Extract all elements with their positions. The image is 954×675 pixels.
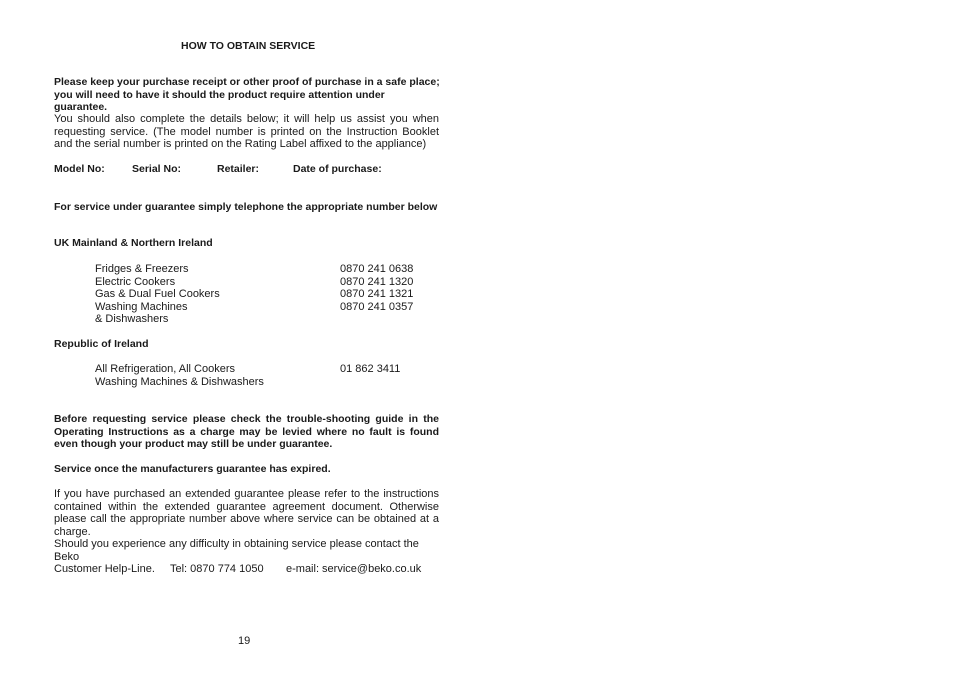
helpline-line-1: Should you experience any difficulty in obtaining service please contact the Beko xyxy=(54,538,419,563)
phone-number: 0870 241 1321 xyxy=(340,288,414,300)
list-item xyxy=(54,276,440,289)
purchase-date-field: Date of purchase: xyxy=(293,163,382,175)
guarantee-instruction: For service under guarantee simply telephone the appropriate number below xyxy=(54,201,438,213)
receipt-notice xyxy=(54,76,440,114)
phone-number: 01 862 3411 xyxy=(340,363,401,375)
details-paragraph: You should also complete the details below; it will help us assist you when requesting service. (The model number is printed on the Instruction Booklet and the serial number is printed on the Rating Label affixed to the appliance) xyxy=(54,113,439,150)
page-title: HOW TO OBTAIN SERVICE xyxy=(181,40,316,52)
service-name: Fridges & Freezers xyxy=(95,263,189,275)
list-item xyxy=(54,376,440,389)
receipt-notice-line-1: Please keep your purchase receipt or other proof of purchase in a safe place; xyxy=(54,76,440,88)
list-item xyxy=(54,288,440,301)
helpline-paragraph xyxy=(54,538,440,576)
list-item xyxy=(54,301,440,314)
service-name: All Refrigeration, All Cookers xyxy=(95,363,236,375)
troubleshooting-notice: Before requesting service please check the trouble-shooting guide in the Operating Instructions as a charge may be levied where no fault is found even though your product may still be under guarantee. xyxy=(54,413,439,450)
purchase-fields xyxy=(54,163,440,176)
model-number-field: Model No: xyxy=(54,163,105,175)
phone-number: 0870 241 0638 xyxy=(340,263,414,275)
service-name: Washing Machines xyxy=(95,300,188,313)
list-item xyxy=(54,263,440,276)
expired-guarantee-heading: Service once the manufacturers guarantee has expired. xyxy=(54,463,331,475)
list-item xyxy=(54,313,440,326)
helpline-email: e-mail: service@beko.co.uk xyxy=(286,563,422,575)
roi-contact-list xyxy=(54,363,440,388)
service-name: Electric Cookers xyxy=(95,275,176,288)
service-name: Washing Machines & Dishwashers xyxy=(95,375,264,388)
phone-number: 0870 241 1320 xyxy=(340,275,414,288)
extended-guarantee-paragraph: If you have purchased an extended guarantee please refer to the instructions contained within the extended guarantee agreement document. Otherwise please call the appropriate number above where service can be obtained at a charge. xyxy=(54,488,439,538)
service-name: & Dishwashers xyxy=(95,313,169,325)
service-name: Gas & Dual Fuel Cookers xyxy=(95,288,220,300)
list-item xyxy=(54,363,440,376)
serial-number-field: Serial No: xyxy=(132,163,182,175)
retailer-field: Retailer: xyxy=(217,163,260,175)
helpline-label: Customer Help-Line. xyxy=(54,563,155,575)
receipt-notice-line-2: you will need to have it should the product require attention under guarantee. xyxy=(54,88,385,113)
page-number: 19 xyxy=(238,635,251,647)
helpline-contact-row xyxy=(54,563,440,576)
uk-contact-list xyxy=(54,263,440,326)
phone-number: 0870 241 0357 xyxy=(340,300,414,313)
uk-section-title: UK Mainland & Northern Ireland xyxy=(54,237,213,249)
helpline-phone: Tel: 0870 774 1050 xyxy=(170,563,264,575)
roi-section-title: Republic of Ireland xyxy=(54,338,149,350)
